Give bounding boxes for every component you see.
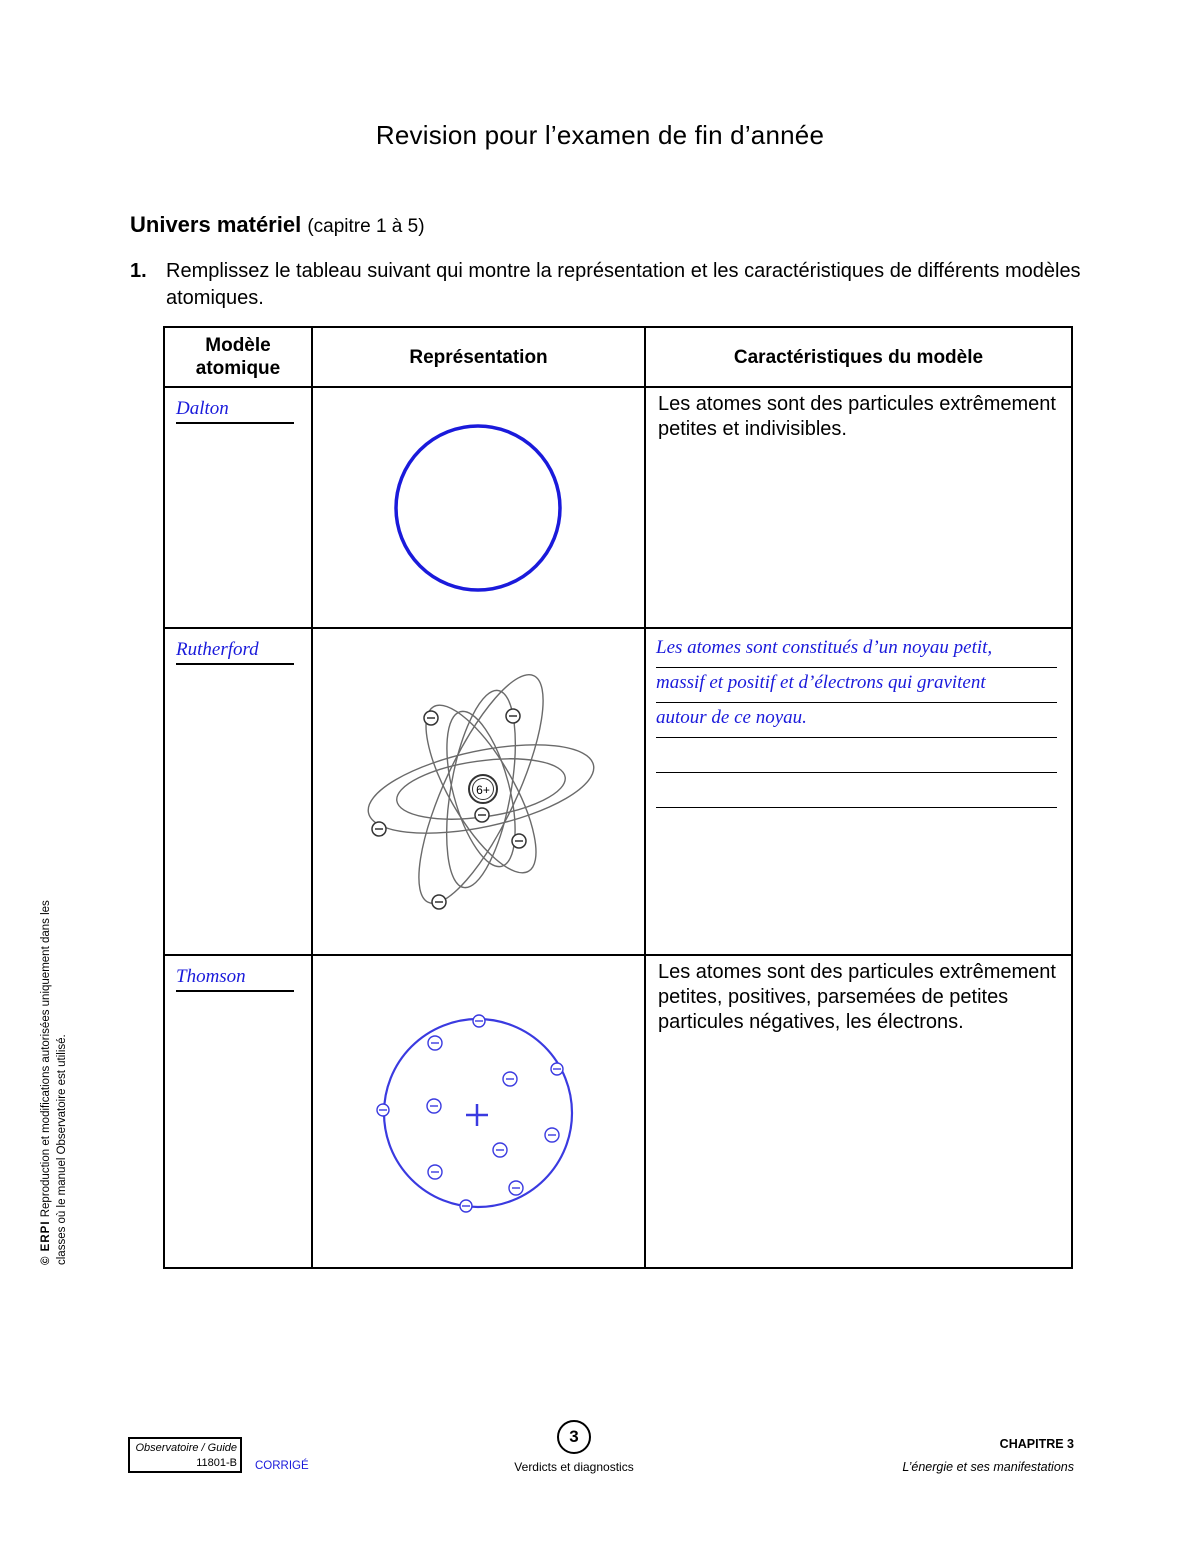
thomson-description: Les atomes sont des particules extrêmement petites, positives, parsemées de petites particules négatives, les électrons. bbox=[658, 961, 1056, 1033]
model-name-thomson: Thomson bbox=[176, 966, 294, 992]
electron bbox=[424, 711, 438, 725]
electron bbox=[503, 1072, 517, 1086]
electron bbox=[475, 808, 489, 822]
dalton-model-diagram bbox=[313, 388, 646, 627]
copyright-text: Reproduction et modifications autorisées uniquement dans les classes où le manuel Observatoire est utilisé. bbox=[40, 900, 68, 1265]
table-row bbox=[164, 387, 1072, 628]
book-reference-box bbox=[128, 1437, 242, 1473]
table-header-row bbox=[164, 327, 1072, 387]
page-title: Revision pour l’examen de fin d’année bbox=[375, 120, 825, 150]
dalton-description: Les atomes sont des particules extrêmement petites et indivisibles. bbox=[658, 393, 1056, 440]
corrige-label: CORRIGÉ bbox=[255, 1460, 309, 1472]
electron bbox=[506, 709, 520, 723]
section-title: Univers matériel bbox=[130, 212, 302, 237]
electron bbox=[427, 1099, 441, 1113]
model-name-dalton: Dalton bbox=[176, 398, 294, 424]
electron bbox=[509, 1181, 523, 1195]
rutherford-model-diagram bbox=[313, 629, 646, 954]
answer-line: Les atomes sont constitués d’un noyau petit, bbox=[656, 633, 1057, 668]
electron bbox=[512, 834, 526, 848]
electron bbox=[432, 895, 446, 909]
section-subtitle: (capitre 1 à 5) bbox=[307, 216, 425, 237]
question-number: 1. bbox=[130, 260, 147, 282]
table-row bbox=[164, 955, 1072, 1268]
footer-center-text: Verdicts et diagnostics bbox=[514, 1460, 634, 1474]
electron bbox=[545, 1128, 559, 1142]
rutherford-answer-lines bbox=[656, 633, 1057, 808]
answer-line bbox=[656, 738, 1057, 773]
question-1 bbox=[130, 258, 1090, 312]
electron bbox=[473, 1015, 485, 1027]
electron bbox=[372, 822, 386, 836]
page-number: 3 bbox=[557, 1420, 591, 1454]
electron bbox=[377, 1104, 389, 1116]
answer-line: massif et positif et d’électrons qui gravitent bbox=[656, 668, 1057, 703]
nucleus bbox=[469, 775, 497, 803]
answer-line: autour de ce noyau. bbox=[656, 703, 1057, 738]
electron bbox=[428, 1036, 442, 1050]
answer-line bbox=[656, 773, 1057, 808]
positive-charge-plus bbox=[466, 1104, 488, 1126]
electron bbox=[460, 1200, 472, 1212]
question-text: Remplissez le tableau suivant qui montre la représentation et les caractéristiques de différents modèles atomiques. bbox=[166, 260, 1081, 309]
thomson-model-diagram bbox=[313, 956, 646, 1267]
header-representation: Représentation bbox=[312, 327, 645, 387]
book-title: Observatoire / Guide bbox=[135, 1442, 237, 1454]
publisher-brand: © ERPI bbox=[40, 1220, 52, 1265]
section-heading bbox=[130, 212, 425, 238]
chapter-title: L’énergie et ses manifestations bbox=[902, 1460, 1074, 1474]
chapter-label: CHAPITRE 3 bbox=[999, 1437, 1074, 1451]
electron bbox=[493, 1143, 507, 1157]
header-characteristics: Caractéristiques du modèle bbox=[645, 327, 1072, 387]
table-row bbox=[164, 628, 1072, 955]
dalton-sphere bbox=[396, 426, 560, 590]
electron bbox=[428, 1165, 442, 1179]
electron bbox=[551, 1063, 563, 1075]
model-name-rutherford: Rutherford bbox=[176, 639, 294, 665]
nucleus-label: 6+ bbox=[476, 783, 490, 797]
header-model: Modèle atomique bbox=[164, 327, 312, 387]
book-code: 11801-B bbox=[196, 1457, 237, 1469]
copyright-sidenote bbox=[38, 865, 70, 1265]
atomic-models-table bbox=[163, 326, 1073, 1269]
